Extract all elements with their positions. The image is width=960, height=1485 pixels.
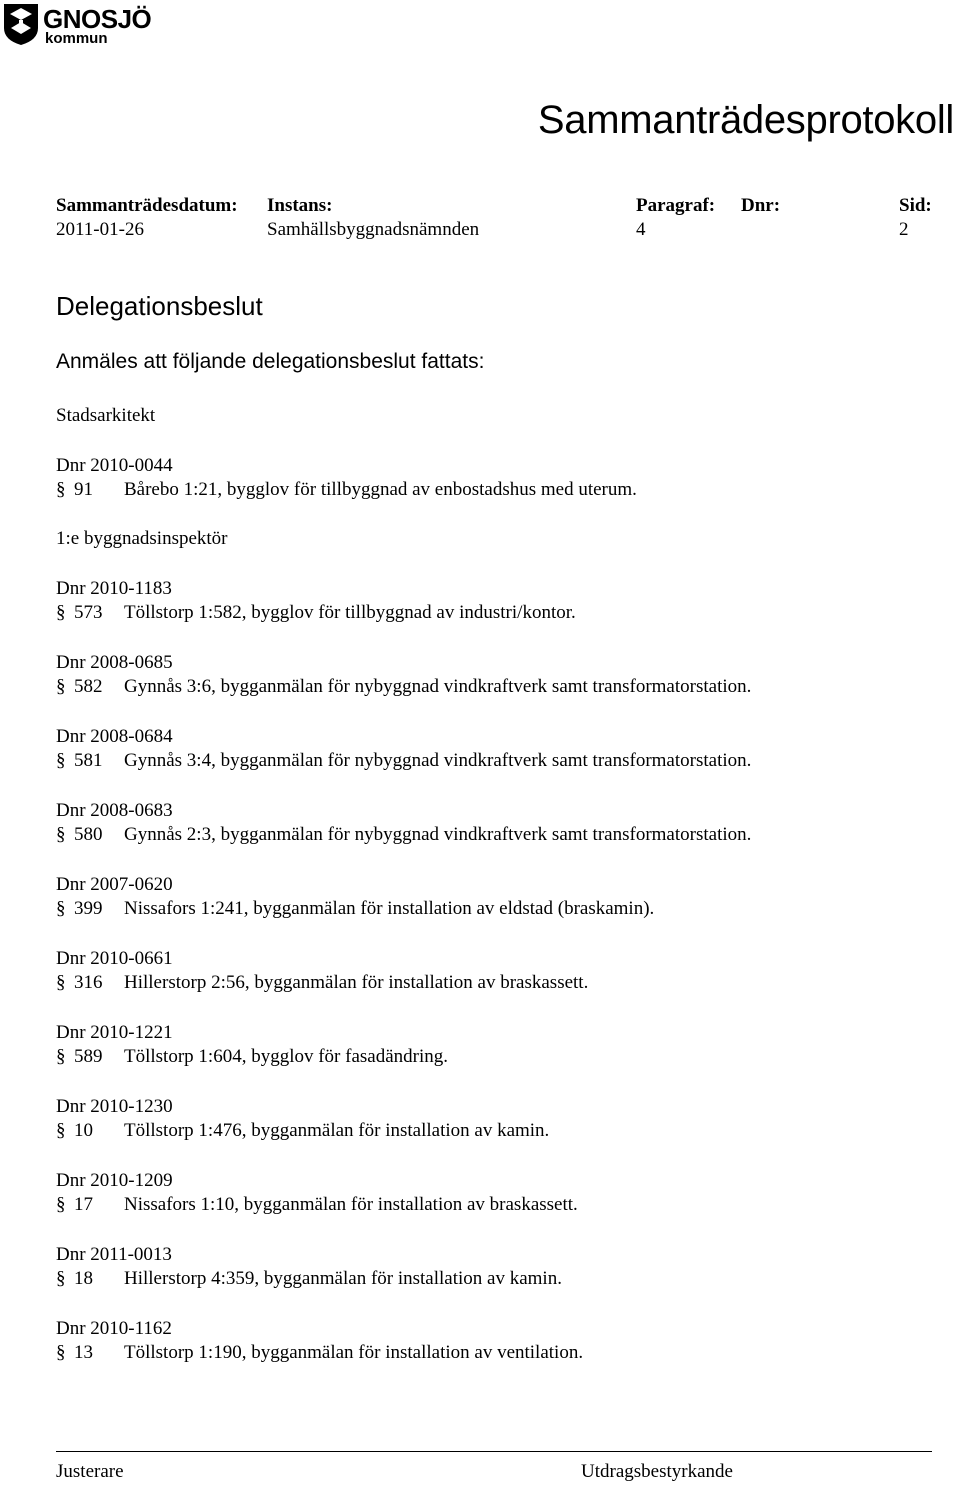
case-description: Töllstorp 1:476, bygganmälan för installation av kamin.	[124, 1120, 550, 1141]
case-dnr: Dnr 2011-0013	[56, 1244, 172, 1265]
case-dnr: Dnr 2010-1209	[56, 1170, 173, 1191]
case-description: Nissafors 1:241, bygganmälan för installation av eldstad (braskamin).	[124, 898, 655, 919]
case-paragraph-number: 17	[74, 1194, 93, 1215]
case-description: Töllstorp 1:190, bygganmälan för installation av ventilation.	[124, 1342, 584, 1363]
section-symbol: §	[56, 750, 66, 771]
case-line	[56, 750, 751, 772]
case-paragraph-number: 91	[74, 479, 93, 500]
paragraf-value: 4	[636, 219, 646, 240]
section-symbol: §	[56, 1120, 66, 1141]
case-line	[56, 898, 654, 920]
case-description: Gynnås 3:4, bygganmälan för nybyggnad vindkraftverk samt transformatorstation.	[124, 750, 752, 771]
case-paragraph-number: 10	[74, 1120, 93, 1141]
case-dnr: Dnr 2010-0661	[56, 948, 173, 969]
case-line	[56, 1120, 549, 1142]
municipality-emblem-icon	[2, 2, 40, 46]
case-dnr: Dnr 2008-0683	[56, 800, 173, 821]
instans-value: Samhällsbyggnadsnämnden	[267, 219, 480, 240]
case-description: Töllstorp 1:582, bygglov för tillbyggnad av industri/kontor.	[124, 602, 576, 623]
paragraf-label: Paragraf:	[636, 195, 716, 216]
case-line	[56, 602, 576, 624]
section-symbol: §	[56, 972, 66, 993]
case-paragraph-number: 316	[74, 972, 103, 993]
footer-rule	[56, 1451, 932, 1452]
meeting-date-label: Sammanträdesdatum:	[56, 195, 238, 216]
case-description: Hillerstorp 4:359, bygganmälan för installation av kamin.	[124, 1268, 562, 1289]
intro-text: Anmäles att följande delegationsbeslut fattats:	[56, 350, 485, 373]
case-paragraph-number: 573	[74, 602, 103, 623]
case-description: Nissafors 1:10, bygganmälan för installation av braskassett.	[124, 1194, 578, 1215]
case-line	[56, 676, 751, 698]
case-description: Gynnås 3:6, bygganmälan för nybyggnad vindkraftverk samt transformatorstation.	[124, 676, 752, 697]
case-paragraph-number: 13	[74, 1342, 93, 1363]
sid-label: Sid:	[899, 195, 932, 216]
instans-label: Instans:	[267, 195, 333, 216]
section-symbol: §	[56, 1342, 66, 1363]
section-symbol: §	[56, 602, 66, 623]
case-dnr: Dnr 2008-0685	[56, 652, 173, 673]
sid-value: 2	[899, 219, 909, 240]
case-paragraph-number: 18	[74, 1268, 93, 1289]
section-symbol: §	[56, 1268, 66, 1289]
case-dnr: Dnr 2010-0044	[56, 455, 173, 476]
role-heading: 1:e byggnadsinspektör	[56, 528, 228, 549]
case-line	[56, 1268, 562, 1290]
case-dnr: Dnr 2008-0684	[56, 726, 173, 747]
case-line	[56, 479, 637, 501]
case-dnr: Dnr 2010-1230	[56, 1096, 173, 1117]
case-dnr: Dnr 2010-1183	[56, 578, 172, 599]
case-description: Töllstorp 1:604, bygglov för fasadändring.	[124, 1046, 449, 1067]
case-description: Bårebo 1:21, bygglov för tillbyggnad av enbostadshus med uterum.	[124, 479, 637, 500]
case-description: Gynnås 2:3, bygganmälan för nybyggnad vindkraftverk samt transformatorstation.	[124, 824, 752, 845]
document-title: Sammanträdesprotokoll	[537, 98, 954, 142]
section-symbol: §	[56, 479, 66, 500]
municipality-logo	[2, 2, 172, 48]
dnr-label: Dnr:	[741, 195, 781, 216]
logo-name: GNOSJÖ	[43, 4, 152, 34]
case-line	[56, 1342, 583, 1364]
case-line	[56, 824, 751, 846]
section-symbol: §	[56, 1046, 66, 1067]
case-description: Hillerstorp 2:56, bygganmälan för installation av braskassett.	[124, 972, 589, 993]
case-paragraph-number: 581	[74, 750, 103, 771]
case-paragraph-number: 580	[74, 824, 103, 845]
case-line	[56, 972, 588, 994]
section-symbol: §	[56, 898, 66, 919]
case-paragraph-number: 589	[74, 1046, 103, 1067]
footer-justerare: Justerare	[56, 1461, 124, 1482]
section-symbol: §	[56, 676, 66, 697]
case-paragraph-number: 399	[74, 898, 103, 919]
role-heading: Stadsarkitekt	[56, 405, 156, 426]
section-title: Delegationsbeslut	[56, 291, 263, 321]
case-line	[56, 1194, 578, 1216]
case-dnr: Dnr 2010-1162	[56, 1318, 172, 1339]
case-dnr: Dnr 2007-0620	[56, 874, 173, 895]
case-paragraph-number: 582	[74, 676, 103, 697]
footer-utdragsbestyrkande: Utdragsbestyrkande	[581, 1461, 733, 1482]
section-symbol: §	[56, 824, 66, 845]
case-dnr: Dnr 2010-1221	[56, 1022, 173, 1043]
section-symbol: §	[56, 1194, 66, 1215]
meeting-date-value: 2011-01-26	[56, 219, 144, 240]
logo-subtitle: kommun	[45, 30, 108, 47]
case-line	[56, 1046, 448, 1068]
